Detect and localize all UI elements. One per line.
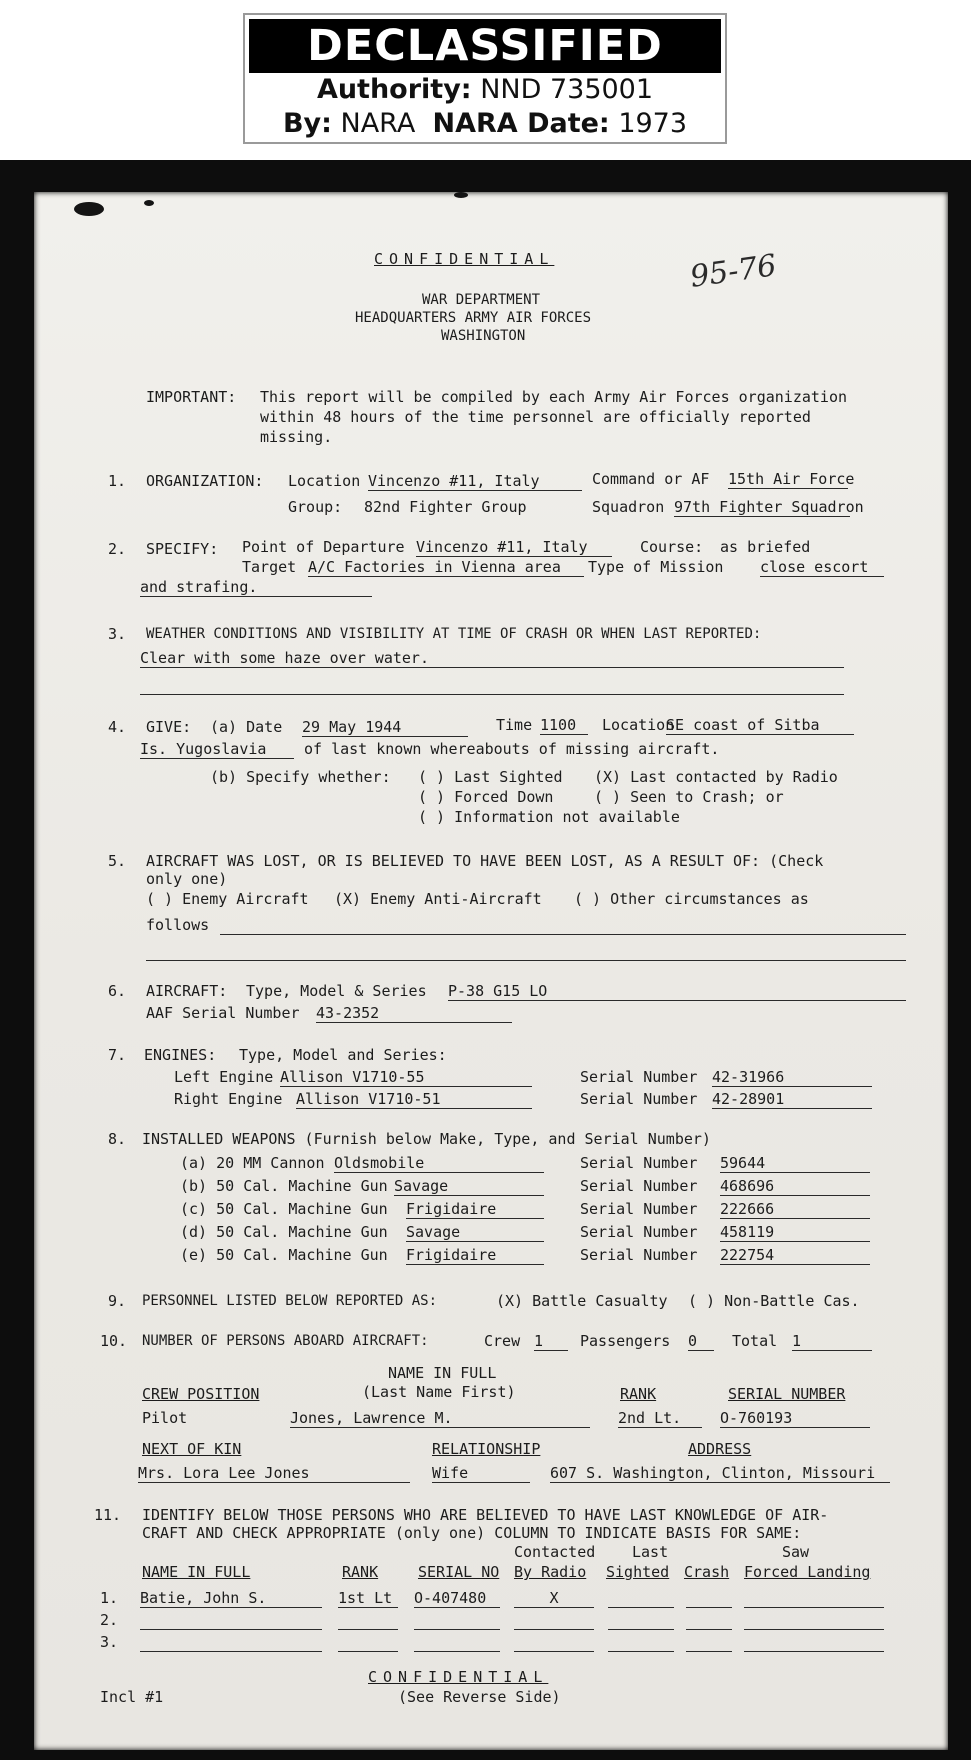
location-label: Location <box>288 472 361 490</box>
mission-field: close escort <box>760 558 884 577</box>
section-number: 10. <box>100 1332 128 1350</box>
crew-rank-field: 2nd Lt. <box>618 1409 702 1428</box>
weapons-label: INSTALLED WEAPONS (Furnish below Make, Type, and Serial Number) <box>142 1130 711 1148</box>
give-label: GIVE: <box>146 718 192 736</box>
scan-blemish <box>74 202 104 216</box>
weapon-label: (e) 50 Cal. Machine Gun <box>180 1246 388 1264</box>
course-value: as briefed <box>720 538 811 556</box>
header-line-2: HEADQUARTERS ARMY AIR FORCES <box>355 310 592 326</box>
stamp-by: By: NARA NARA Date: 1973 <box>282 108 688 139</box>
identify-label-continued: CRAFT AND CHECK APPROPRIATE (only one) COLUMN TO INDICATE BASIS FOR SAME: <box>142 1524 802 1542</box>
weapon-serial-field: 468696 <box>720 1177 870 1196</box>
aaf-serial-label: AAF Serial Number <box>146 1004 300 1022</box>
left-engine-label: Left Engine <box>174 1068 274 1086</box>
col-name-in-full-11: NAME IN FULL <box>142 1563 251 1581</box>
option-non-battle-casualty: ( ) Non-Battle Cas. <box>688 1292 860 1310</box>
group-value: 82nd Fighter Group <box>364 498 527 516</box>
crew-label: Crew <box>484 1332 521 1350</box>
left-engine-serial-label: Serial Number <box>580 1068 698 1086</box>
time-field: 1100 <box>540 716 588 735</box>
follows-label: follows <box>146 916 210 934</box>
target-field: A/C Factories in Vienna area <box>308 558 584 577</box>
option-battle-casualty: (X) Battle Casualty <box>496 1292 668 1310</box>
squadron-label: Squadron <box>592 498 665 516</box>
document-page <box>34 192 948 1750</box>
option-enemy-aircraft: ( ) Enemy Aircraft <box>146 890 309 908</box>
relationship-field: Wife <box>432 1464 530 1483</box>
stamp-title: DECLASSIFIED <box>249 19 721 73</box>
col-next-of-kin: NEXT OF KIN <box>142 1440 242 1458</box>
mission-label: Type of Mission <box>588 558 724 576</box>
identify-name-field <box>140 1611 322 1630</box>
identify-crash-field <box>686 1633 732 1652</box>
see-reverse-side: (See Reverse Side) <box>398 1688 561 1706</box>
col-last: Last <box>632 1543 669 1561</box>
right-engine-serial-label: Serial Number <box>580 1090 698 1108</box>
weapon-serial-label: Serial Number <box>580 1177 698 1195</box>
group-label: Group: <box>288 498 343 516</box>
follows-field-line-2 <box>146 942 906 961</box>
section-number: 5. <box>108 852 127 870</box>
identify-landing-field <box>744 1611 884 1630</box>
col-crew-position: CREW POSITION <box>142 1385 260 1403</box>
address-field: 607 S. Washington, Clinton, Missouri <box>550 1464 890 1483</box>
squadron-field: 97th Fighter Squadron <box>674 498 864 516</box>
passengers-field: 0 <box>688 1332 714 1351</box>
col-rank: RANK <box>620 1385 657 1403</box>
section-number: 9. <box>108 1292 127 1310</box>
aircraft-type-field: P-38 G15 LO <box>448 982 906 1001</box>
col-sighted: Sighted <box>606 1563 670 1581</box>
col-serial-number: SERIAL NUMBER <box>728 1385 846 1403</box>
identify-landing-field <box>744 1589 884 1608</box>
whereabouts-text: of last known whereabouts of missing aircraft. <box>304 740 720 758</box>
weapon-make-field: Oldsmobile <box>334 1154 544 1173</box>
identify-rank-field: 1st Lt <box>338 1589 398 1608</box>
next-of-kin-field: Mrs. Lora Lee Jones <box>138 1464 410 1483</box>
identify-sighted-field <box>608 1589 674 1608</box>
header-line-1: WAR DEPARTMENT <box>422 292 541 308</box>
scan-blemish <box>454 192 468 198</box>
handwritten-number: 95-76 <box>687 248 779 295</box>
weapon-serial-field: 458119 <box>720 1223 870 1242</box>
identify-label: IDENTIFY BELOW THOSE PERSONS WHO ARE BELIEVED TO HAVE LAST KNOWLEDGE OF AIR- <box>142 1506 829 1524</box>
date-label: (a) Date <box>210 718 283 736</box>
important-text-2: within 48 hours of the time personnel are officially reported <box>260 408 811 426</box>
option-other-circumstances: ( ) Other circumstances as <box>574 890 809 908</box>
weapon-make-field: Savage <box>406 1223 544 1242</box>
engines-label: ENGINES: <box>144 1046 217 1064</box>
col-address: ADDRESS <box>688 1440 752 1458</box>
location-field: Vincenzo #11, Italy <box>368 472 582 491</box>
scan-blemish <box>144 200 154 206</box>
identify-serial-field <box>414 1611 500 1630</box>
col-forced-landing: Forced Landing <box>744 1563 871 1581</box>
personnel-reported-label: PERSONNEL LISTED BELOW REPORTED AS: <box>142 1293 438 1309</box>
identify-rank-field <box>338 1611 398 1630</box>
total-field: 1 <box>792 1332 872 1351</box>
lost-result-label-continued: only one) <box>146 870 228 888</box>
col-saw: Saw <box>782 1543 810 1561</box>
crew-serial-field: O-760193 <box>720 1409 870 1428</box>
date-field: 29 May 1944 <box>302 718 468 737</box>
identify-name-field <box>140 1633 322 1652</box>
identify-rank-field <box>338 1633 398 1652</box>
weather-field: Clear with some haze over water. <box>140 649 844 668</box>
section-number: 6. <box>108 982 127 1000</box>
passengers-label: Passengers <box>580 1332 671 1350</box>
identify-crash-field <box>686 1589 732 1608</box>
col-serial-no: SERIAL NO <box>418 1563 500 1581</box>
weapon-label: (b) 50 Cal. Machine Gun <box>180 1177 388 1195</box>
col-name-in-full: NAME IN FULL <box>388 1364 497 1382</box>
crew-position-value: Pilot <box>142 1409 188 1427</box>
important-text-1: This report will be compiled by each Army Air Forces organization <box>260 388 847 406</box>
right-engine-label: Right Engine <box>174 1090 283 1108</box>
option-last-contacted-radio: (X) Last contacted by Radio <box>594 768 838 786</box>
weapon-label: (c) 50 Cal. Machine Gun <box>180 1200 388 1218</box>
identify-landing-field <box>744 1633 884 1652</box>
identify-name-field: Batie, John S. <box>140 1589 322 1608</box>
header-line-3: WASHINGTON <box>441 328 526 344</box>
aircraft-type-label: Type, Model & Series <box>246 982 427 1000</box>
important-label: IMPORTANT: <box>146 388 237 406</box>
weapon-make-field: Frigidaire <box>406 1200 544 1219</box>
weapon-serial-field: 222666 <box>720 1200 870 1219</box>
specify-whether-label: (b) Specify whether: <box>210 768 391 786</box>
weather-field-line-2 <box>140 676 844 695</box>
section-number: 4. <box>108 718 127 736</box>
left-engine-serial-field: 42-31966 <box>712 1068 872 1087</box>
give-location-field-continued: Is. Yugoslavia <box>140 740 294 759</box>
time-label: Time <box>496 716 533 734</box>
weapon-make-field: Savage <box>394 1177 544 1196</box>
identify-sighted-field <box>608 1611 674 1630</box>
classification-header: CONFIDENTIAL <box>374 250 555 268</box>
identify-row-number: 1. <box>100 1589 119 1607</box>
weapon-serial-field: 222754 <box>720 1246 870 1265</box>
weapon-label: (a) 20 MM Cannon <box>180 1154 325 1172</box>
col-last-name-first: (Last Name First) <box>362 1383 516 1401</box>
weather-label: WEATHER CONDITIONS AND VISIBILITY AT TIME OF CRASH OR WHEN LAST REPORTED: <box>146 626 762 642</box>
col-relationship: RELATIONSHIP <box>432 1440 541 1458</box>
option-seen-to-crash: ( ) Seen to Crash; or <box>594 788 784 806</box>
col-contacted: Contacted <box>514 1543 596 1561</box>
right-engine-field: Allison V1710-51 <box>296 1090 532 1109</box>
aircraft-label: AIRCRAFT: <box>146 982 228 1000</box>
identify-serial-field: O-407480 <box>414 1589 500 1608</box>
identify-row-number: 3. <box>100 1633 119 1651</box>
mission-field-continued: and strafing. <box>140 578 372 597</box>
weapon-make-field: Frigidaire <box>406 1246 544 1265</box>
option-forced-down: ( ) Forced Down <box>418 788 554 806</box>
total-label: Total <box>732 1332 778 1350</box>
section-number: 11. <box>94 1506 122 1524</box>
option-enemy-anti-aircraft: (X) Enemy Anti-Aircraft <box>334 890 542 908</box>
weapon-serial-label: Serial Number <box>580 1223 698 1241</box>
engines-type-label: Type, Model and Series: <box>239 1046 447 1064</box>
section-number: 7. <box>108 1046 127 1064</box>
give-location-label: Location <box>602 716 675 734</box>
col-rank-11: RANK <box>342 1563 379 1581</box>
identify-radio-field <box>514 1611 594 1630</box>
col-crash: Crash <box>684 1563 730 1581</box>
course-label: Course: <box>640 538 704 556</box>
section-number: 2. <box>108 540 127 558</box>
weapon-label: (d) 50 Cal. Machine Gun <box>180 1223 388 1241</box>
specify-label: SPECIFY: <box>146 540 219 558</box>
crew-field: 1 <box>534 1332 568 1351</box>
identify-crash-field <box>686 1611 732 1630</box>
follows-field <box>220 916 906 935</box>
crew-name-field: Jones, Lawrence M. <box>290 1409 590 1428</box>
section-number: 3. <box>108 625 127 643</box>
left-engine-field: Allison V1710-55 <box>280 1068 532 1087</box>
classification-footer: CONFIDENTIAL <box>368 1668 549 1686</box>
departure-field: Vincenzo #11, Italy <box>416 538 612 557</box>
option-information-not-available: ( ) Information not available <box>418 808 680 826</box>
command-label: Command or AF <box>592 470 710 488</box>
command-field: 15th Air Force <box>728 470 855 488</box>
weapon-serial-label: Serial Number <box>580 1246 698 1264</box>
section-number: 1. <box>108 472 127 490</box>
declassified-stamp <box>243 13 727 144</box>
target-label: Target <box>242 558 297 576</box>
departure-label: Point of Departure <box>242 538 405 556</box>
lost-result-label: AIRCRAFT WAS LOST, OR IS BELIEVED TO HAVE BEEN LOST, AS A RESULT OF: (Check <box>146 852 824 870</box>
right-engine-serial-field: 42-28901 <box>712 1090 872 1109</box>
stamp-authority: Authority: NND 735001 <box>316 74 654 105</box>
identify-radio-field <box>514 1633 594 1652</box>
col-by-radio: By Radio <box>514 1563 587 1581</box>
identify-radio-field: X <box>514 1589 594 1608</box>
identify-serial-field <box>414 1633 500 1652</box>
identify-row-number: 2. <box>100 1611 119 1629</box>
important-text-3: missing. <box>260 428 333 446</box>
weapon-serial-label: Serial Number <box>580 1154 698 1172</box>
section-number: 8. <box>108 1130 127 1148</box>
identify-sighted-field <box>608 1633 674 1652</box>
weapon-serial-field: 59644 <box>720 1154 870 1173</box>
persons-aboard-label: NUMBER OF PERSONS ABOARD AIRCRAFT: <box>142 1333 429 1349</box>
weapon-serial-label: Serial Number <box>580 1200 698 1218</box>
inclosure-note: Incl #1 <box>100 1688 164 1706</box>
aaf-serial-field: 43-2352 <box>316 1004 512 1023</box>
option-last-sighted: ( ) Last Sighted <box>418 768 563 786</box>
give-location-field: SE coast of Sitba <box>666 716 854 735</box>
organization-label: ORGANIZATION: <box>146 472 264 490</box>
